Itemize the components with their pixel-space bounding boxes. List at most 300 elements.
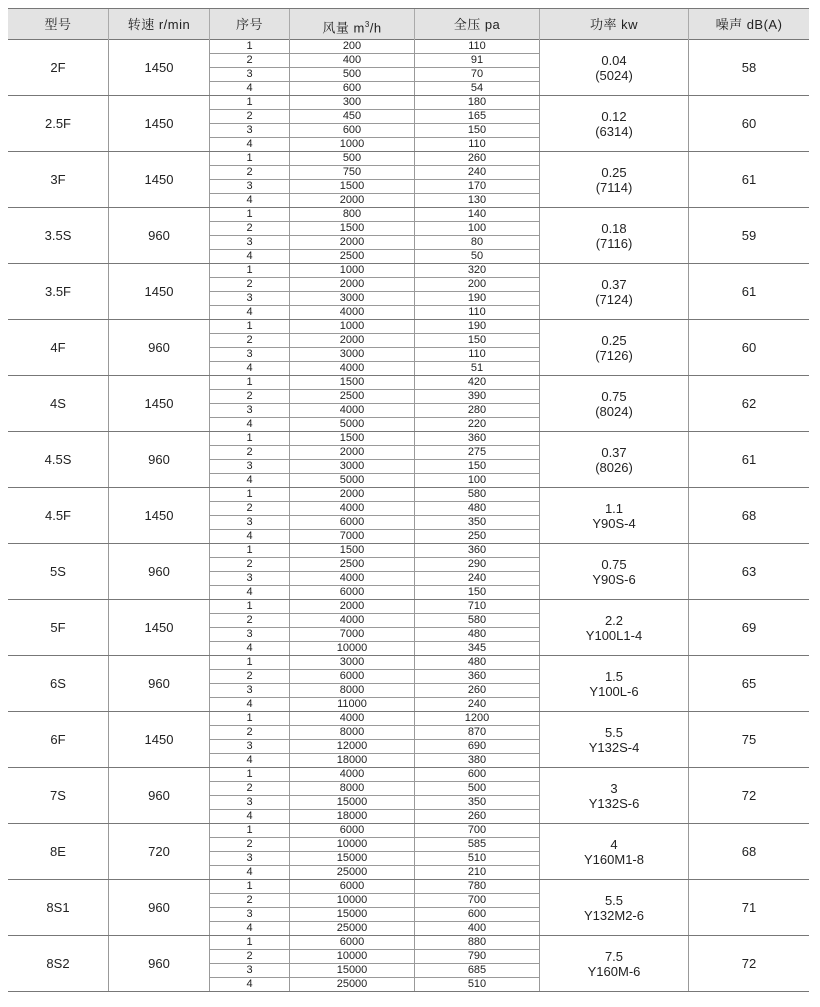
pressure-cell: 510 xyxy=(415,852,539,866)
model-cell: 4.5F xyxy=(44,508,71,523)
airflow-column xyxy=(289,264,414,319)
power-value: 5.5 xyxy=(604,892,624,908)
pressure-cell: 190 xyxy=(415,292,539,306)
pressure-cell: 260 xyxy=(415,152,539,166)
seq-cell: 4 xyxy=(246,586,253,598)
seq-cell: 4 xyxy=(246,82,253,94)
speed-cell: 960 xyxy=(108,544,209,599)
airflow-cell: 1500 xyxy=(290,376,414,390)
airflow-cell: 1500 xyxy=(290,222,414,236)
pressure-cell: 210 xyxy=(467,866,487,878)
seq-column xyxy=(209,152,289,207)
header-pressure: 全压 pa xyxy=(414,9,539,40)
airflow-cell: 15000 xyxy=(290,964,414,978)
pressure-cell: 100 xyxy=(467,474,487,486)
airflow-cell: 4000 xyxy=(290,712,414,726)
seq-cell: 3 xyxy=(210,180,289,194)
seq-cell: 4 xyxy=(246,810,253,822)
seq-column xyxy=(209,600,289,655)
seq-cell: 1 xyxy=(210,544,289,558)
airflow-cell: 6000 xyxy=(290,516,414,530)
seq-column xyxy=(209,264,289,319)
seq-cell: 4 xyxy=(246,754,253,766)
pressure-cell: 190 xyxy=(415,320,539,334)
pressure-cell: 1200 xyxy=(415,712,539,726)
airflow-cell: 2000 xyxy=(290,334,414,348)
header-model: 型号 xyxy=(44,17,72,32)
airflow-cell: 6000 xyxy=(290,670,414,684)
pressure-cell: 50 xyxy=(470,250,484,262)
speed-cell: 1450 xyxy=(108,712,209,767)
airflow-cell: 2000 xyxy=(339,194,365,206)
power-cell xyxy=(539,432,688,487)
airflow-cell: 4000 xyxy=(339,306,365,318)
power-value: 1.5 xyxy=(604,668,624,684)
pressure-column xyxy=(414,824,539,879)
seq-cell: 3 xyxy=(210,68,289,82)
model-cell: 6F xyxy=(50,732,66,747)
model-cell: 3.5S xyxy=(44,228,72,243)
seq-column xyxy=(209,768,289,823)
airflow-column xyxy=(289,96,414,151)
noise-cell: 60 xyxy=(688,96,809,151)
pressure-cell: 150 xyxy=(415,334,539,348)
pressure-column xyxy=(414,376,539,431)
model-cell: 5F xyxy=(50,620,66,635)
model-group xyxy=(8,824,809,880)
pressure-cell: 180 xyxy=(415,96,539,110)
seq-cell: 3 xyxy=(210,236,289,250)
noise-cell: 72 xyxy=(688,936,809,991)
speed-cell: 960 xyxy=(108,432,209,487)
model-group xyxy=(8,96,809,152)
noise-cell: 68 xyxy=(688,824,809,879)
power-value: 0.75 xyxy=(601,388,627,404)
airflow-cell: 12000 xyxy=(290,740,414,754)
seq-cell: 1 xyxy=(210,600,289,614)
airflow-column xyxy=(289,936,414,991)
seq-cell: 3 xyxy=(210,404,289,418)
power-value: 0.25 xyxy=(601,332,627,348)
pressure-cell: 240 xyxy=(415,166,539,180)
pressure-cell: 350 xyxy=(415,516,539,530)
airflow-column xyxy=(289,656,414,711)
airflow-column xyxy=(289,432,414,487)
speed-cell: 960 xyxy=(108,656,209,711)
speed-cell: 960 xyxy=(108,208,209,263)
model-group xyxy=(8,768,809,824)
seq-cell: 2 xyxy=(210,446,289,460)
power-value: 3 xyxy=(610,780,618,796)
model-cell: 8S1 xyxy=(46,900,70,915)
noise-cell: 60 xyxy=(688,320,809,375)
power-cell xyxy=(539,656,688,711)
power-cell xyxy=(539,208,688,263)
model-group xyxy=(8,656,809,712)
seq-cell: 1 xyxy=(210,712,289,726)
seq-cell: 2 xyxy=(210,726,289,740)
pressure-column xyxy=(414,600,539,655)
power-value: 1.1 xyxy=(604,500,624,516)
pressure-cell: 150 xyxy=(415,124,539,138)
model-cell: 2.5F xyxy=(44,116,71,131)
seq-cell: 1 xyxy=(210,488,289,502)
airflow-cell: 1500 xyxy=(290,544,414,558)
seq-cell: 2 xyxy=(210,894,289,908)
seq-cell: 4 xyxy=(246,306,253,318)
seq-cell: 4 xyxy=(246,866,253,878)
seq-cell: 2 xyxy=(210,950,289,964)
airflow-cell: 2000 xyxy=(290,278,414,292)
seq-column xyxy=(209,488,289,543)
airflow-cell: 400 xyxy=(290,54,414,68)
airflow-cell: 3000 xyxy=(290,292,414,306)
airflow-cell: 10000 xyxy=(290,894,414,908)
noise-cell: 63 xyxy=(688,544,809,599)
motor-model: Y90S-4 xyxy=(592,515,636,531)
airflow-cell: 1000 xyxy=(339,138,365,150)
seq-cell: 3 xyxy=(210,852,289,866)
airflow-cell: 4000 xyxy=(290,502,414,516)
seq-cell: 2 xyxy=(210,222,289,236)
seq-cell: 4 xyxy=(246,530,253,542)
airflow-cell: 200 xyxy=(290,40,414,54)
seq-cell: 3 xyxy=(210,460,289,474)
pressure-cell: 290 xyxy=(415,558,539,572)
airflow-cell: 3000 xyxy=(290,460,414,474)
seq-column xyxy=(209,544,289,599)
seq-cell: 3 xyxy=(210,516,289,530)
airflow-cell: 7000 xyxy=(290,628,414,642)
airflow-cell: 6000 xyxy=(290,880,414,894)
seq-cell: 1 xyxy=(210,824,289,838)
motor-model: Y132M2-6 xyxy=(584,907,644,923)
pressure-cell: 480 xyxy=(415,656,539,670)
power-cell xyxy=(539,712,688,767)
airflow-column xyxy=(289,768,414,823)
pressure-column xyxy=(414,880,539,935)
power-value: 4 xyxy=(610,836,618,852)
seq-cell: 2 xyxy=(210,838,289,852)
pressure-cell: 500 xyxy=(415,782,539,796)
pressure-cell: 200 xyxy=(415,278,539,292)
airflow-cell: 15000 xyxy=(290,908,414,922)
seq-column xyxy=(209,712,289,767)
model-cell: 2F xyxy=(50,60,66,75)
pressure-cell: 580 xyxy=(415,488,539,502)
airflow-column xyxy=(289,544,414,599)
power-cell xyxy=(539,264,688,319)
airflow-cell: 4000 xyxy=(290,572,414,586)
model-group xyxy=(8,600,809,656)
header-airflow-sup: 3 xyxy=(364,20,370,29)
seq-cell: 2 xyxy=(210,390,289,404)
pressure-cell: 360 xyxy=(415,670,539,684)
pressure-cell: 250 xyxy=(467,530,487,542)
seq-column xyxy=(209,320,289,375)
model-group xyxy=(8,432,809,488)
pressure-cell: 320 xyxy=(415,264,539,278)
airflow-column xyxy=(289,880,414,935)
airflow-cell: 15000 xyxy=(290,796,414,810)
model-group xyxy=(8,152,809,208)
airflow-cell: 25000 xyxy=(336,978,368,990)
airflow-cell: 8000 xyxy=(290,726,414,740)
pressure-cell: 685 xyxy=(415,964,539,978)
speed-cell: 960 xyxy=(108,880,209,935)
model-group xyxy=(8,320,809,376)
speed-cell: 1450 xyxy=(108,488,209,543)
pressure-cell: 80 xyxy=(415,236,539,250)
seq-cell: 4 xyxy=(246,418,253,430)
power-cell xyxy=(539,376,688,431)
pressure-cell: 420 xyxy=(415,376,539,390)
airflow-cell: 2000 xyxy=(290,236,414,250)
seq-column xyxy=(209,40,289,95)
power-cell xyxy=(539,824,688,879)
airflow-cell: 4000 xyxy=(290,768,414,782)
airflow-column xyxy=(289,208,414,263)
model-group xyxy=(8,936,809,992)
pressure-column xyxy=(414,208,539,263)
seq-cell: 1 xyxy=(210,152,289,166)
pressure-cell: 110 xyxy=(468,306,486,318)
pressure-cell: 360 xyxy=(415,432,539,446)
seq-cell: 3 xyxy=(210,628,289,642)
motor-model: (8024) xyxy=(595,403,633,419)
airflow-cell: 5000 xyxy=(339,418,365,430)
seq-cell: 1 xyxy=(210,40,289,54)
seq-column xyxy=(209,824,289,879)
model-cell: 4F xyxy=(50,340,66,355)
airflow-cell: 18000 xyxy=(336,754,368,766)
pressure-cell: 240 xyxy=(467,698,487,710)
motor-model: Y160M1-8 xyxy=(584,851,644,867)
pressure-cell: 600 xyxy=(415,908,539,922)
seq-cell: 3 xyxy=(210,796,289,810)
seq-column xyxy=(209,96,289,151)
airflow-column xyxy=(289,40,414,95)
seq-cell: 4 xyxy=(246,922,253,934)
model-cell: 8E xyxy=(50,844,66,859)
pressure-cell: 700 xyxy=(415,824,539,838)
noise-cell: 62 xyxy=(688,376,809,431)
airflow-column xyxy=(289,600,414,655)
header-speed: 转速 r/min xyxy=(108,9,209,40)
seq-cell: 1 xyxy=(210,376,289,390)
pressure-cell: 780 xyxy=(415,880,539,894)
pressure-cell: 51 xyxy=(470,362,484,374)
seq-cell: 1 xyxy=(210,320,289,334)
pressure-column xyxy=(414,936,539,991)
motor-model: (7126) xyxy=(595,347,633,363)
airflow-column xyxy=(289,376,414,431)
seq-cell: 3 xyxy=(210,740,289,754)
speed-cell: 960 xyxy=(108,320,209,375)
model-cell: 4.5S xyxy=(44,452,72,467)
airflow-cell: 1000 xyxy=(290,320,414,334)
pressure-cell: 585 xyxy=(415,838,539,852)
pressure-cell: 130 xyxy=(467,194,487,206)
motor-model: (8026) xyxy=(595,459,633,475)
pressure-column xyxy=(414,264,539,319)
noise-cell: 68 xyxy=(688,488,809,543)
seq-cell: 3 xyxy=(210,292,289,306)
power-value: 0.37 xyxy=(601,276,627,292)
pressure-cell: 260 xyxy=(415,684,539,698)
noise-cell: 61 xyxy=(688,432,809,487)
airflow-column xyxy=(289,488,414,543)
noise-cell: 61 xyxy=(688,264,809,319)
airflow-cell: 3000 xyxy=(290,348,414,362)
noise-cell: 71 xyxy=(688,880,809,935)
pressure-cell: 275 xyxy=(415,446,539,460)
power-value: 2.2 xyxy=(604,612,624,628)
pressure-cell: 150 xyxy=(467,586,487,598)
speed-cell: 1450 xyxy=(108,96,209,151)
pressure-cell: 54 xyxy=(470,82,484,94)
seq-cell: 2 xyxy=(210,614,289,628)
airflow-cell: 1000 xyxy=(290,264,414,278)
airflow-cell: 300 xyxy=(290,96,414,110)
airflow-cell: 600 xyxy=(342,82,362,94)
pressure-cell: 91 xyxy=(415,54,539,68)
airflow-cell: 6000 xyxy=(290,936,414,950)
airflow-cell: 4000 xyxy=(290,404,414,418)
seq-column xyxy=(209,376,289,431)
pressure-cell: 100 xyxy=(415,222,539,236)
model-cell: 3.5F xyxy=(44,284,71,299)
power-value: 0.25 xyxy=(601,164,627,180)
seq-cell: 3 xyxy=(210,572,289,586)
seq-cell: 4 xyxy=(246,474,253,486)
airflow-cell: 1500 xyxy=(290,180,414,194)
pressure-column xyxy=(414,712,539,767)
power-cell xyxy=(539,880,688,935)
pressure-column xyxy=(414,656,539,711)
seq-cell: 1 xyxy=(210,768,289,782)
airflow-cell: 3000 xyxy=(290,656,414,670)
motor-model: (5024) xyxy=(595,67,633,83)
pressure-cell: 350 xyxy=(415,796,539,810)
airflow-cell: 2000 xyxy=(290,600,414,614)
speed-cell: 1450 xyxy=(108,600,209,655)
airflow-cell: 25000 xyxy=(336,866,368,878)
header-airflow-suffix: /h xyxy=(369,20,382,36)
seq-cell: 1 xyxy=(210,432,289,446)
motor-model: (7116) xyxy=(595,235,633,251)
power-cell xyxy=(539,488,688,543)
speed-cell: 720 xyxy=(108,824,209,879)
seq-cell: 2 xyxy=(210,166,289,180)
model-group xyxy=(8,488,809,544)
model-group xyxy=(8,544,809,600)
pressure-cell: 400 xyxy=(467,922,487,934)
power-cell xyxy=(539,768,688,823)
power-cell xyxy=(539,600,688,655)
model-cell: 3F xyxy=(50,172,66,187)
airflow-cell: 750 xyxy=(290,166,414,180)
seq-cell: 2 xyxy=(210,502,289,516)
seq-cell: 4 xyxy=(246,642,253,654)
seq-cell: 2 xyxy=(210,558,289,572)
pressure-cell: 700 xyxy=(415,894,539,908)
pressure-column xyxy=(414,320,539,375)
pressure-column xyxy=(414,152,539,207)
model-group xyxy=(8,712,809,768)
noise-cell: 58 xyxy=(688,40,809,95)
seq-cell: 1 xyxy=(210,264,289,278)
pressure-cell: 170 xyxy=(415,180,539,194)
speed-cell: 1450 xyxy=(108,40,209,95)
pressure-cell: 260 xyxy=(467,810,487,822)
airflow-cell: 25000 xyxy=(336,922,368,934)
seq-cell: 2 xyxy=(210,782,289,796)
airflow-cell: 2500 xyxy=(290,558,414,572)
airflow-cell: 2500 xyxy=(339,250,365,262)
speed-cell: 960 xyxy=(108,768,209,823)
header-power: 功率 kw xyxy=(539,9,688,40)
airflow-cell: 4000 xyxy=(290,614,414,628)
speed-cell: 1450 xyxy=(108,376,209,431)
pressure-cell: 110 xyxy=(415,40,539,54)
seq-cell: 1 xyxy=(210,208,289,222)
power-value: 5.5 xyxy=(604,724,624,740)
model-group xyxy=(8,880,809,936)
pressure-cell: 220 xyxy=(467,418,487,430)
model-cell: 6S xyxy=(50,676,66,691)
airflow-cell: 10000 xyxy=(290,950,414,964)
header-airflow xyxy=(289,9,414,40)
seq-cell: 2 xyxy=(210,110,289,124)
pressure-cell: 690 xyxy=(415,740,539,754)
noise-cell: 59 xyxy=(688,208,809,263)
seq-column xyxy=(209,656,289,711)
power-cell xyxy=(539,40,688,95)
airflow-column xyxy=(289,320,414,375)
airflow-cell: 10000 xyxy=(336,642,368,654)
model-cell: 7S xyxy=(50,788,66,803)
pressure-cell: 360 xyxy=(415,544,539,558)
pressure-cell: 510 xyxy=(467,978,487,990)
seq-cell: 1 xyxy=(210,936,289,950)
pressure-column xyxy=(414,488,539,543)
pressure-cell: 240 xyxy=(415,572,539,586)
speed-cell: 1450 xyxy=(108,152,209,207)
power-cell xyxy=(539,96,688,151)
header-seq: 序号 xyxy=(209,9,289,40)
pressure-cell: 710 xyxy=(415,600,539,614)
airflow-cell: 500 xyxy=(290,152,414,166)
airflow-cell: 2000 xyxy=(290,488,414,502)
seq-cell: 4 xyxy=(246,194,253,206)
airflow-cell: 7000 xyxy=(339,530,365,542)
seq-cell: 3 xyxy=(210,908,289,922)
seq-cell: 3 xyxy=(210,964,289,978)
seq-cell: 4 xyxy=(246,978,253,990)
model-group xyxy=(8,208,809,264)
speed-cell: 1450 xyxy=(108,264,209,319)
seq-cell: 2 xyxy=(210,334,289,348)
table-header xyxy=(8,8,809,40)
motor-model: (7124) xyxy=(595,291,633,307)
seq-cell: 1 xyxy=(210,880,289,894)
seq-cell: 1 xyxy=(210,96,289,110)
seq-cell: 2 xyxy=(210,54,289,68)
model-group xyxy=(8,264,809,320)
airflow-cell: 6000 xyxy=(290,824,414,838)
power-value: 0.04 xyxy=(601,52,627,68)
